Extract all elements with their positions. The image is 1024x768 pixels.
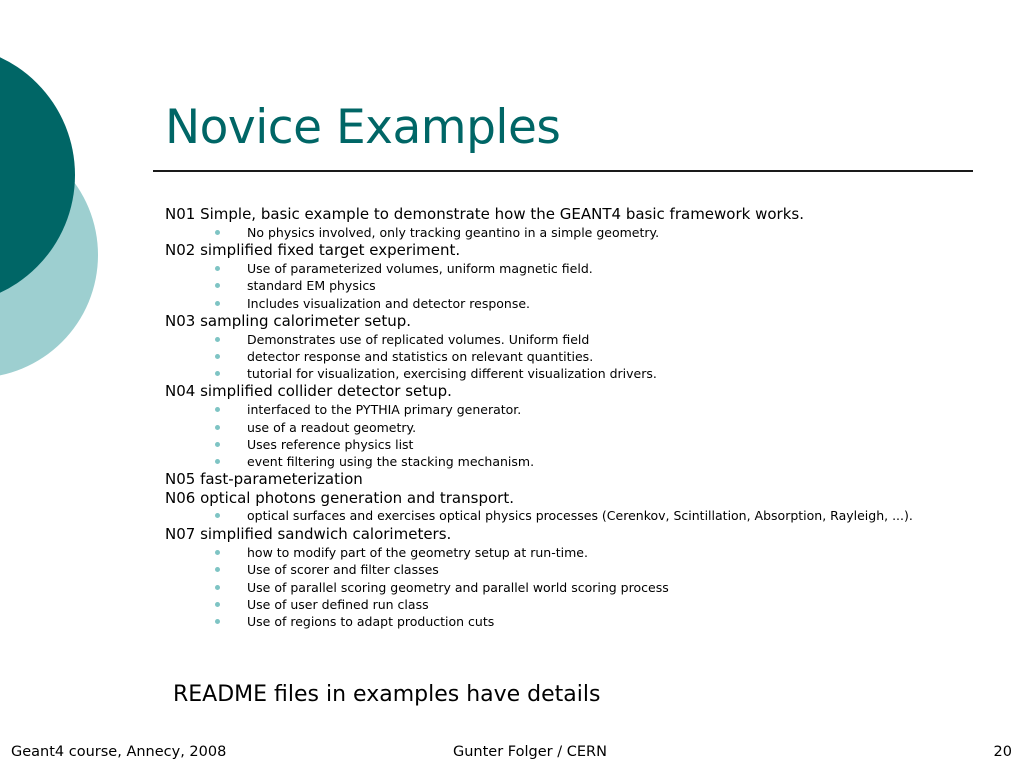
bullet-item [165,508,975,525]
bullet-item [165,331,975,348]
example-n02 [165,241,975,312]
slide-number: 20 [993,744,1012,760]
bullet-item [165,277,975,294]
bullet-text: Use of user defined run class [247,596,429,612]
example-title: N02 simplified fixed target experiment. [165,241,461,260]
example-n06 [165,489,975,525]
bullet-dot-icon [215,567,220,572]
bullet-item [165,596,975,613]
bullet-text: standard EM physics [247,278,376,294]
bullet-text: Use of parameterized volumes, uniform magnetic field. [247,261,593,277]
example-bullets [165,508,975,525]
bullet-text: optical surfaces and exercises optical physics processes (Cerenkov, Scintillation, Absorption, Rayleigh, ...). [247,508,913,524]
bullet-item [165,453,975,470]
example-n07 [165,525,975,630]
bullet-text: Uses reference physics list [247,436,414,452]
bullet-item [165,613,975,630]
bullet-dot-icon [215,371,220,376]
bullet-dot-icon [215,283,220,288]
example-title: N04 simplified collider detector setup. [165,382,452,401]
bullet-text: detector response and statistics on relevant quantities. [247,349,594,365]
bullet-item [165,260,975,277]
slide-title: Novice Examples [165,100,561,155]
footer-course: Geant4 course, Annecy, 2008 [11,744,227,760]
bullet-dot-icon [215,425,220,430]
bullet-dot-icon [215,585,220,590]
bullet-item [165,401,975,418]
examples-list [165,205,975,630]
bullet-item [165,295,975,312]
bullet-dot-icon [215,602,220,607]
bullet-text: event filtering using the stacking mechanism. [247,454,535,470]
bullet-dot-icon [215,619,220,624]
example-bullets [165,544,975,630]
bullet-text: tutorial for visualization, exercising different visualization drivers. [247,366,657,382]
footer-author: Gunter Folger / CERN [453,744,607,760]
example-n01 [165,205,975,241]
example-title: N06 optical photons generation and transport. [165,489,514,508]
bullet-text: use of a readout geometry. [247,419,417,435]
bullet-dot-icon [215,407,220,412]
example-bullets [165,331,975,383]
decorative-circles [0,0,120,420]
bullet-dot-icon [215,266,220,271]
bullet-item [165,224,975,241]
bullet-text: No physics involved, only tracking geantino in a simple geometry. [247,225,660,240]
bullet-text: interfaced to the PYTHIA primary generator. [247,402,522,418]
bullet-item [165,579,975,596]
bullet-dot-icon [215,513,220,518]
bullet-item [165,365,975,382]
bullet-text: Use of parallel scoring geometry and parallel world scoring process [247,579,669,595]
example-title: N03 sampling calorimeter setup. [165,311,412,330]
bullet-item [165,348,975,365]
bullet-dot-icon [215,354,220,359]
bullet-item [165,436,975,453]
bullet-dot-icon [215,459,220,464]
bullet-dot-icon [215,442,220,447]
example-bullets [165,401,975,470]
bullet-text: Use of scorer and filter classes [247,562,439,578]
bullet-item [165,419,975,436]
readme-note: README files in examples have details [173,682,601,707]
example-n03 [165,312,975,383]
title-divider [153,170,973,172]
bullet-text: how to modify part of the geometry setup at run-time. [247,545,588,561]
bullet-text: Includes visualization and detector response. [247,295,531,311]
bullet-dot-icon [215,301,220,306]
example-title: N05 fast-parameterization [165,470,363,489]
bullet-text: Use of regions to adapt production cuts [247,614,495,630]
example-title: N01 Simple, basic example to demonstrate how the GEANT4 basic framework works. [165,205,804,223]
example-n04 [165,382,975,470]
bullet-dot-icon [215,337,220,342]
example-bullets [165,224,975,241]
bullet-item [165,544,975,561]
example-bullets [165,260,975,312]
example-title: N07 simplified sandwich calorimeters. [165,525,452,544]
bullet-dot-icon [215,550,220,555]
bullet-item [165,561,975,578]
bullet-text: Demonstrates use of replicated volumes. Uniform field [247,331,590,347]
example-n05 [165,470,975,489]
bullet-dot-icon [215,230,220,235]
